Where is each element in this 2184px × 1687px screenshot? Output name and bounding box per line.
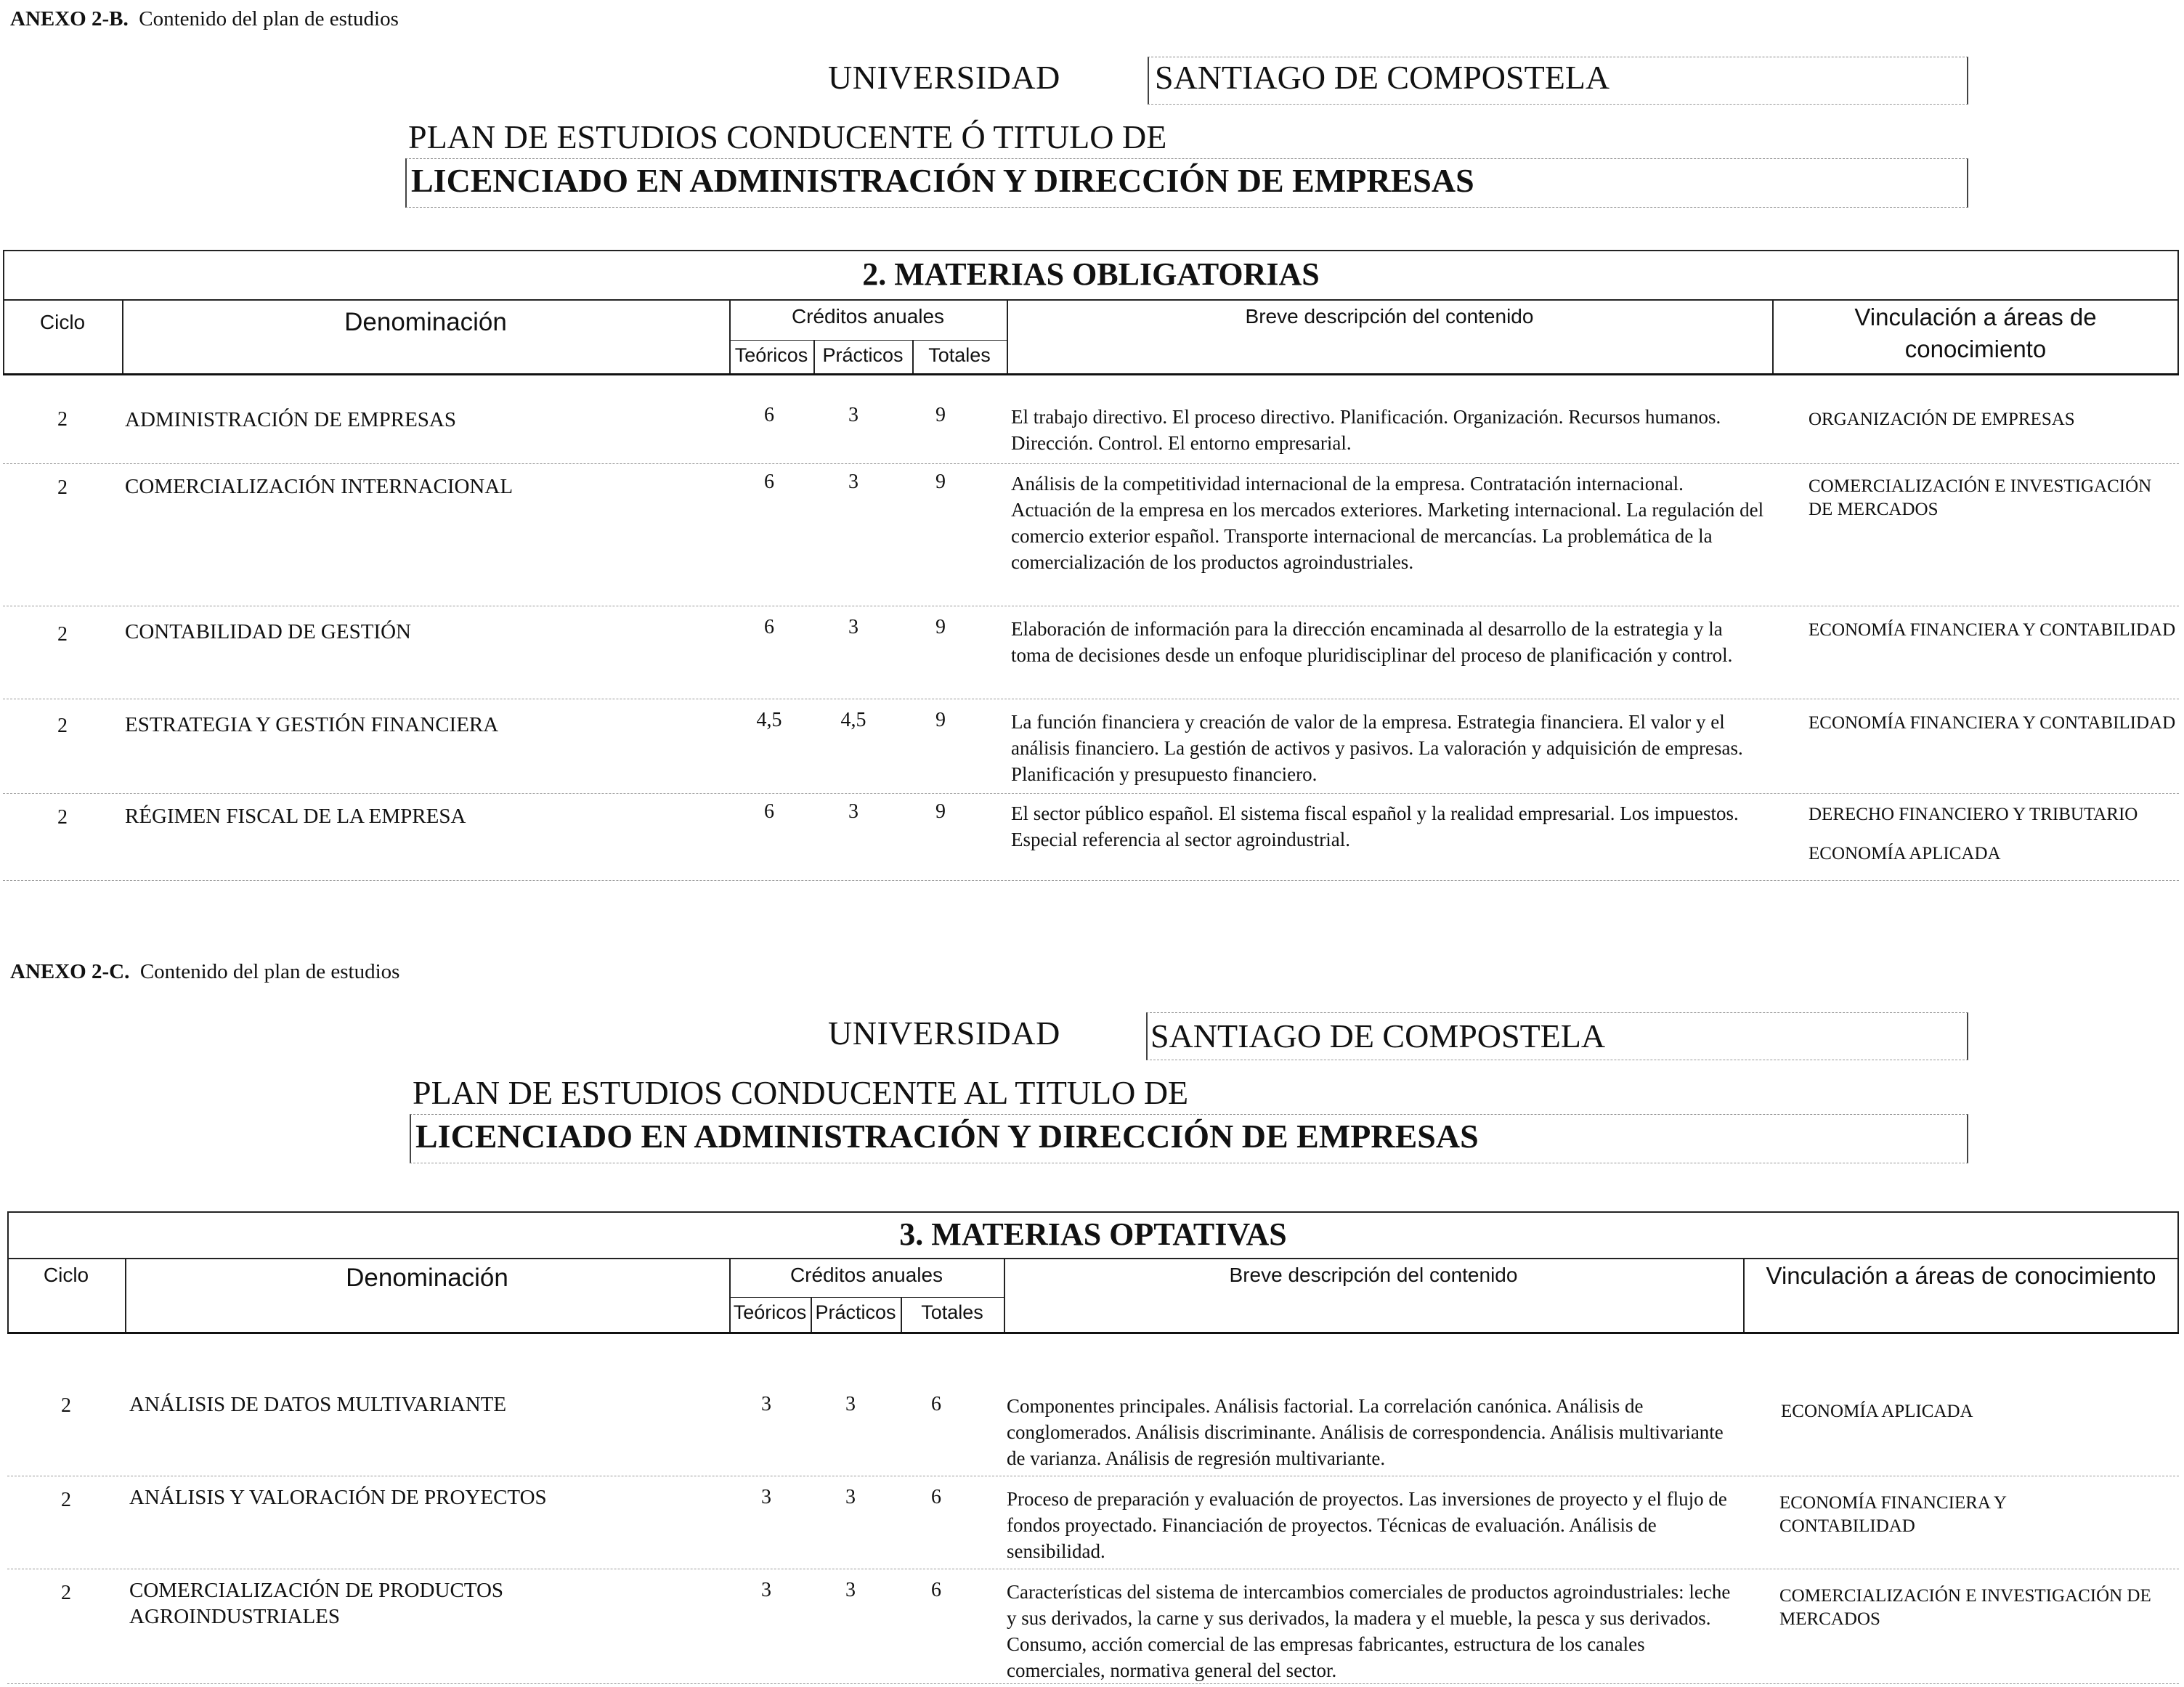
row-separator [3,793,2179,794]
table-cell-descripcion: La función financiera y creación de valor de la empresa. Estrategia financiera. El valor y el análisis financiero. La gestión de activos y pasivos. La valoración y adquisición de empresas. Planificación y presupuesto financiero. [1011,711,1743,785]
annex-b-header-vinculacion [1772,304,2179,363]
annex-c-degree: LICENCIADO EN ADMINISTRACIÓN Y DIRECCIÓN DE EMPRESAS [415,1118,1479,1155]
annex-b-header-ciclo: Ciclo [39,311,86,333]
table-cell-area: DERECHO FINANCIERO Y TRIBUTARIO [1809,805,2138,824]
table-cell-ciclo: 2 [57,715,68,737]
row-separator [3,463,2179,464]
table-cell-denominacion: ANÁLISIS DE DATOS MULTIVARIANTE [129,1393,507,1416]
table-cell-area: COMERCIALIZACIÓN E INVESTIGACIÓN DE MERCADOS [1809,476,2152,519]
annex-b-university-label: UNIVERSIDAD [828,59,1060,96]
table-cell-descripcion: Análisis de la competitividad internacional de la empresa. Contratación internacional. Actuación de la empresa en los mercados exteriores. Marketing internacional. La regulación del comercio exterior español. Transporte internacional de mercancías. La problemática de la comercialización de los productos agroindustriales. [1011,473,1764,573]
annex-b-label: ANEXO 2-B. [10,7,129,31]
table-cell-teoricos: 4,5 [756,709,782,731]
table-cell-descripcion: Características del sistema de intercambios comerciales de productos agroindustriales: leche y sus derivados, la carne y sus derivados, la madera y el mueble, la pesca y sus derivados. Consumo, acción comercial de las empresas fabricantes, estructura de los canales comerciales, normativa general del sector. [1007,1581,1731,1681]
table-cell-denominacion: RÉGIMEN FISCAL DE LA EMPRESA [125,805,466,828]
annex-b-subtitle: Contenido del plan de estudios [139,7,399,31]
row-separator [3,880,2179,881]
annex-b-degree: LICENCIADO EN ADMINISTRACIÓN Y DIRECCIÓN DE EMPRESAS [411,162,1474,199]
annex-b-credits-divider [729,340,1007,341]
table-cell-descripcion: Componentes principales. Análisis factorial. La correlación canónica. Análisis de conglomerados. Análisis discriminante. Análisis de correspondencia. Análisis multivariante de varianza. Análisis de regresión multivariante. [1007,1395,1724,1469]
table-cell-practicos: 3 [845,1393,856,1415]
table-cell-practicos: 3 [848,616,858,638]
table-cell-denominacion: COMERCIALIZACIÓN INTERNACIONAL [125,475,513,498]
table-cell-area: ECONOMÍA APLICADA [1809,844,2001,863]
annex-c-subtitle: Contenido del plan de estudios [139,960,400,983]
table-cell-area: ORGANIZACIÓN DE EMPRESAS [1809,410,2075,429]
annex-c-header-denominacion: Denominación [346,1264,508,1292]
table-cell-ciclo: 2 [57,623,68,646]
table-cell-ciclo: 2 [61,1394,71,1417]
annex-c-header-teoricos: Teóricos [733,1301,807,1323]
table-cell-practicos: 3 [848,800,858,823]
table-cell-area: ECONOMÍA FINANCIERA Y CONTABILIDAD [1779,1493,2007,1536]
table-cell-descripcion: Elaboración de información para la dirección encaminada al desarrollo de la estrategia y la toma de decisiones desde un enfoque pluridisciplinar del proceso de planificación y control. [1011,618,1733,666]
table-cell-area: ECONOMÍA APLICADA [1781,1402,1973,1421]
table-cell-teoricos: 6 [764,800,774,823]
table-cell-practicos: 3 [848,404,858,426]
table-cell-totales: 6 [931,1486,941,1508]
annex-c-section-title: 3. MATERIAS OPTATIVAS [899,1216,1287,1252]
annex-c-header-vinculacion: Vinculación a áreas de conocimiento [1766,1262,2156,1289]
table-cell-ciclo: 2 [57,806,68,829]
table-cell-teoricos: 6 [764,404,774,426]
annex-c-credits-divider [729,1297,1004,1298]
table-cell-denominacion: ESTRATEGIA Y GESTIÓN FINANCIERA [125,713,499,736]
table-cell-teoricos: 6 [764,616,774,638]
table-cell-teoricos: 3 [761,1393,771,1415]
annex-b-header-descripcion: Breve descripción del contenido [1245,305,1534,328]
annex-b-plan-line: PLAN DE ESTUDIOS CONDUCENTE Ó TITULO DE [408,118,1167,155]
row-separator [7,1683,2179,1684]
annex-c-header-bottom [7,1332,2179,1334]
annex-c-university-label: UNIVERSIDAD [828,1015,1060,1052]
annex-b-section-title: 2. MATERIAS OBLIGATORIAS [862,256,1320,292]
table-cell-totales: 9 [935,404,946,426]
table-cell-area: COMERCIALIZACIÓN E INVESTIGACIÓN DE MERCADOS [1779,1586,2151,1629]
annex-c-plan-line: PLAN DE ESTUDIOS CONDUCENTE AL TITULO DE [413,1074,1189,1111]
table-cell-area: ECONOMÍA FINANCIERA Y CONTABILIDAD [1809,620,2176,640]
annex-b-header-vinculacion-line1: Vinculación a áreas de [1854,304,2097,330]
annex-c-header-descripcion: Breve descripción del contenido [1229,1264,1518,1286]
annex-c-header-practicos: Prácticos [815,1301,896,1323]
annex-c-header-ciclo: Ciclo [43,1264,89,1286]
annex-b-header-denominacion: Denominación [344,308,507,336]
table-cell-denominacion: ANÁLISIS Y VALORACIÓN DE PROYECTOS [129,1486,547,1509]
table-cell-ciclo: 2 [61,1582,71,1604]
annex-c-header-creditos: Créditos anuales [789,1264,943,1286]
table-cell-denominacion: COMERCIALIZACIÓN DE PRODUCTOS AGROINDUSTRIALES [129,1579,504,1628]
table-cell-practicos: 3 [845,1486,856,1508]
annex-b-header-bottom [3,373,2179,375]
table-cell-ciclo: 2 [57,408,68,431]
table-cell-practicos: 3 [848,471,858,493]
table-cell-descripcion: Proceso de preparación y evaluación de proyectos. Las inversiones de proyecto y el flujo de fondos proyectado. Financiación de proyectos. Técnicas de evaluación. Análisis de sensibilidad. [1007,1488,1727,1562]
table-cell-totales: 9 [935,709,946,731]
table-cell-totales: 9 [935,800,946,823]
table-cell-denominacion: CONTABILIDAD DE GESTIÓN [125,620,411,643]
annex-b-header-vinculacion-line2: conocimiento [1904,336,2047,362]
table-cell-totales: 6 [931,1393,941,1415]
annex-c-label: ANEXO 2-C. [10,960,130,983]
table-cell-teoricos: 6 [764,471,774,493]
table-cell-ciclo: 2 [61,1489,71,1511]
table-cell-area: ECONOMÍA FINANCIERA Y CONTABILIDAD [1809,713,2176,733]
annex-b-header-divider [3,299,2179,301]
annex-c-header-divider [7,1258,2179,1259]
annex-b-heading [10,7,399,31]
table-cell-denominacion: ADMINISTRACIÓN DE EMPRESAS [125,408,456,431]
annex-b-header-totales: Totales [928,344,991,366]
annex-c-header-totales: Totales [921,1301,983,1323]
table-cell-totales: 9 [935,616,946,638]
annex-b-header-creditos: Créditos anuales [791,305,945,328]
table-cell-practicos: 3 [845,1579,856,1601]
annex-b-university-name: SANTIAGO DE COMPOSTELA [1155,59,1610,96]
table-cell-totales: 6 [931,1579,941,1601]
table-cell-totales: 9 [935,471,946,493]
table-cell-practicos: 4,5 [840,709,866,731]
annex-c-university-name: SANTIAGO DE COMPOSTELA [1150,1017,1606,1054]
annex-b-header-practicos: Prácticos [822,344,904,366]
table-cell-ciclo: 2 [57,476,68,499]
annex-c-heading [10,960,399,984]
annex-b-header-teoricos: Teóricos [734,344,808,366]
table-cell-teoricos: 3 [761,1579,771,1601]
table-cell-teoricos: 3 [761,1486,771,1508]
table-cell-descripcion: El trabajo directivo. El proceso directivo. Planificación. Organización. Recursos humanos. Dirección. Control. El entorno empresarial. [1011,406,1721,454]
table-cell-descripcion: El sector público español. El sistema fiscal español y la realidad empresarial. Los impuestos. Especial referencia al sector agroindustrial. [1011,802,1739,850]
